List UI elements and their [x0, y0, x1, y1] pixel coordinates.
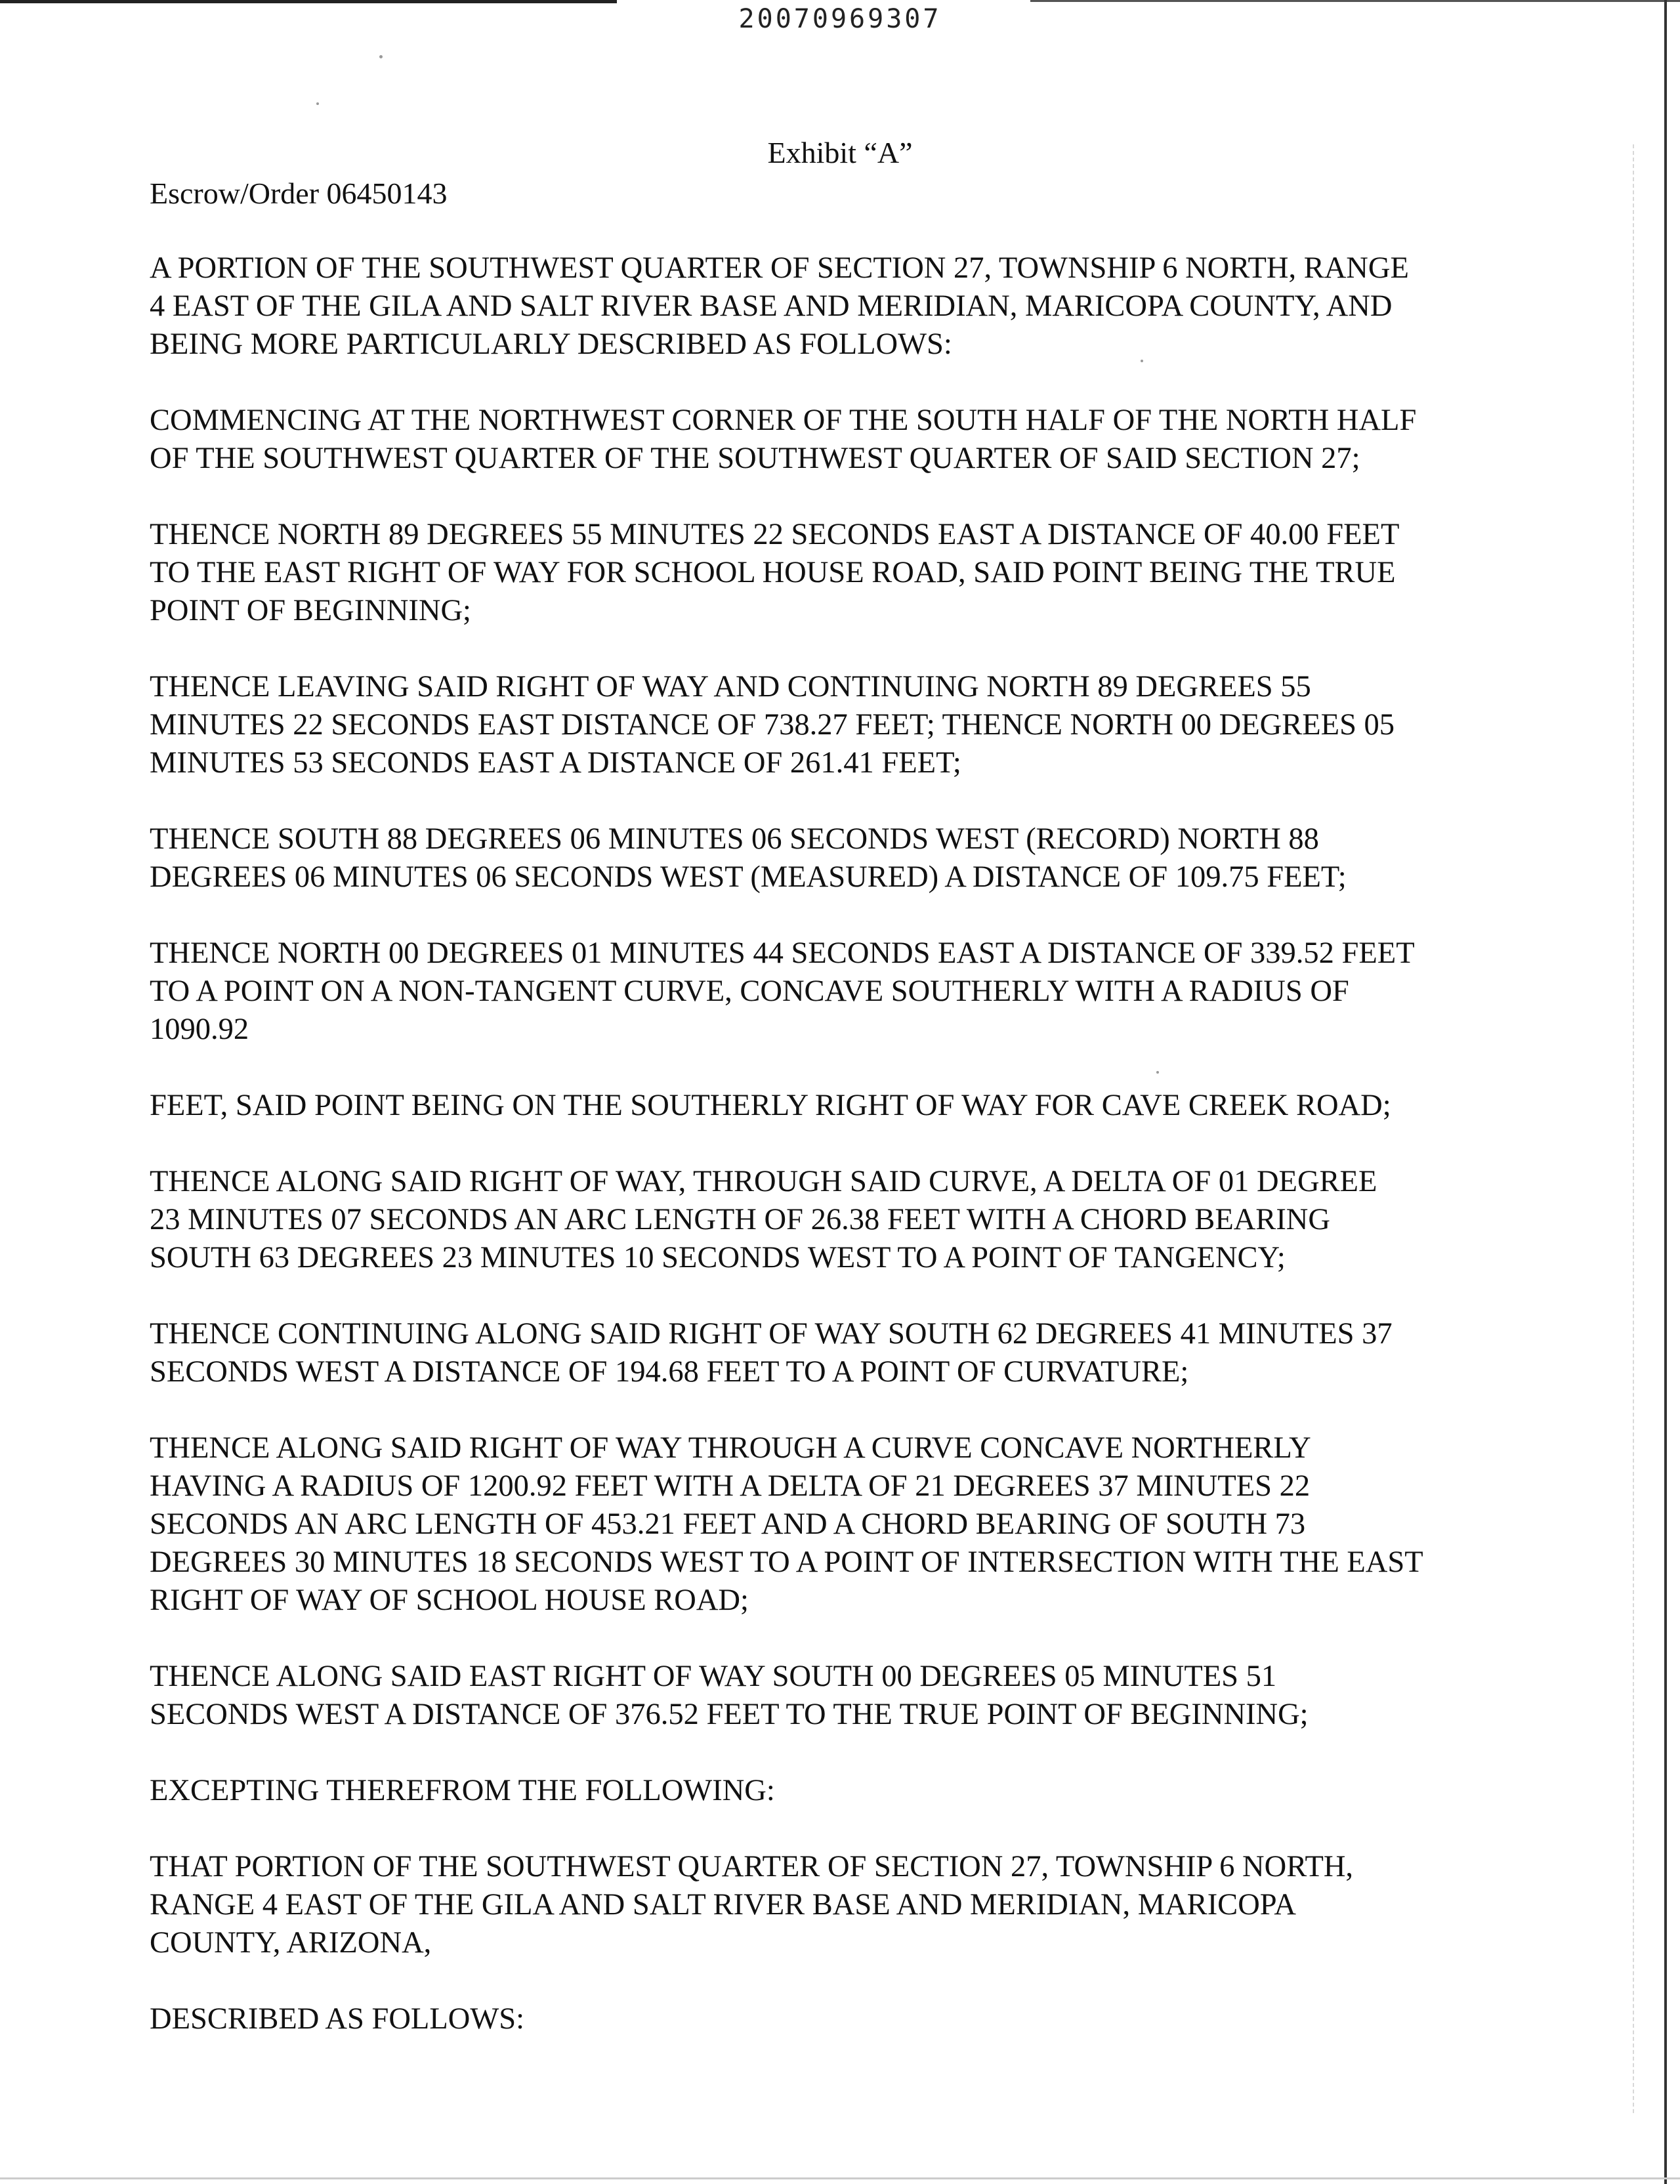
- paragraph-line: SECONDS AN ARC LENGTH OF 453.21 FEET AND A CHORD BEARING OF SOUTH 73: [150, 1507, 1306, 1541]
- paragraph-line: BEING MORE PARTICULARLY DESCRIBED AS FOLLOWS:: [150, 327, 952, 361]
- paragraph-line: SECONDS WEST A DISTANCE OF 194.68 FEET TO A POINT OF CURVATURE;: [150, 1355, 1189, 1389]
- legal-paragraph: [150, 934, 1534, 1049]
- paragraph-line: FEET, SAID POINT BEING ON THE SOUTHERLY RIGHT OF WAY FOR CAVE CREEK ROAD;: [150, 1089, 1391, 1122]
- paragraph-line: THENCE NORTH 89 DEGREES 55 MINUTES 22 SECONDS EAST A DISTANCE OF 40.00 FEET: [150, 518, 1400, 551]
- exhibit-title: Exhibit “A”: [767, 136, 913, 169]
- paragraph-line: THENCE NORTH 00 DEGREES 01 MINUTES 44 SECONDS EAST A DISTANCE OF 339.52 FEET: [150, 936, 1415, 970]
- paragraph-line: THENCE ALONG SAID RIGHT OF WAY, THROUGH SAID CURVE, A DELTA OF 01 DEGREE: [150, 1165, 1377, 1198]
- paragraph-line: THENCE ALONG SAID EAST RIGHT OF WAY SOUTH 00 DEGREES 05 MINUTES 51: [150, 1660, 1277, 1693]
- scan-edge-top-left: [0, 0, 617, 3]
- scan-edge-right-faint: [1633, 144, 1635, 2113]
- paragraph-line: EXCEPTING THEREFROM THE FOLLOWING:: [150, 1774, 775, 1807]
- legal-description: [150, 249, 1534, 2076]
- paragraph-line: SECONDS WEST A DISTANCE OF 376.52 FEET TO THE TRUE POINT OF BEGINNING;: [150, 1698, 1309, 1731]
- paragraph-line: COMMENCING AT THE NORTHWEST CORNER OF THE SOUTH HALF OF THE NORTH HALF: [150, 404, 1417, 437]
- paragraph-line: RANGE 4 EAST OF THE GILA AND SALT RIVER BASE AND MERIDIAN, MARICOPA: [150, 1888, 1296, 1922]
- legal-paragraph: [150, 249, 1534, 364]
- paragraph-line: 4 EAST OF THE GILA AND SALT RIVER BASE AND MERIDIAN, MARICOPA COUNTY, AND: [150, 289, 1393, 323]
- scan-edge-top-right: [1030, 0, 1680, 2]
- legal-paragraph: [150, 1163, 1534, 1277]
- paragraph-line: THENCE LEAVING SAID RIGHT OF WAY AND CONTINUING NORTH 89 DEGREES 55: [150, 670, 1311, 704]
- paragraph-line: THENCE SOUTH 88 DEGREES 06 MINUTES 06 SECONDS WEST (RECORD) NORTH 88: [150, 822, 1319, 856]
- legal-paragraph: [150, 1848, 1534, 1962]
- paragraph-line: 23 MINUTES 07 SECONDS AN ARC LENGTH OF 26.38 FEET WITH A CHORD BEARING: [150, 1203, 1330, 1236]
- paragraph-line: MINUTES 22 SECONDS EAST DISTANCE OF 738.27 FEET; THENCE NORTH 00 DEGREES 05: [150, 708, 1395, 742]
- legal-paragraph: [150, 820, 1534, 896]
- paragraph-line: DEGREES 06 MINUTES 06 SECONDS WEST (MEASURED) A DISTANCE OF 109.75 FEET;: [150, 860, 1347, 894]
- paragraph-line: RIGHT OF WAY OF SCHOOL HOUSE ROAD;: [150, 1584, 749, 1617]
- paragraph-line: DESCRIBED AS FOLLOWS:: [150, 2002, 524, 2036]
- paragraph-line: OF THE SOUTHWEST QUARTER OF THE SOUTHWEST QUARTER OF SAID SECTION 27;: [150, 442, 1360, 475]
- paragraph-line: THENCE CONTINUING ALONG SAID RIGHT OF WAY SOUTH 62 DEGREES 41 MINUTES 37: [150, 1317, 1393, 1351]
- legal-paragraph: [150, 2000, 1534, 2038]
- paragraph-line: TO A POINT ON A NON-TANGENT CURVE, CONCAVE SOUTHERLY WITH A RADIUS OF: [150, 975, 1349, 1008]
- escrow-order-number: Escrow/Order 06450143: [150, 177, 448, 210]
- recording-number: 20070969307: [738, 4, 942, 34]
- scan-edge-right: [1664, 0, 1667, 2184]
- paragraph-line: HAVING A RADIUS OF 1200.92 FEET WITH A DELTA OF 21 DEGREES 37 MINUTES 22: [150, 1469, 1311, 1503]
- paragraph-line: COUNTY, ARIZONA,: [150, 1926, 432, 1960]
- legal-paragraph: [150, 1315, 1534, 1391]
- legal-paragraph: [150, 402, 1534, 478]
- legal-paragraph: [150, 1772, 1534, 1810]
- scan-speck: [379, 55, 383, 58]
- paragraph-line: POINT OF BEGINNING;: [150, 594, 471, 627]
- paragraph-line: A PORTION OF THE SOUTHWEST QUARTER OF SECTION 27, TOWNSHIP 6 NORTH, RANGE: [150, 251, 1409, 285]
- legal-paragraph: [150, 668, 1534, 782]
- legal-paragraph: [150, 1087, 1534, 1125]
- paragraph-line: DEGREES 30 MINUTES 18 SECONDS WEST TO A POINT OF INTERSECTION WITH THE EAST: [150, 1545, 1423, 1579]
- paragraph-line: MINUTES 53 SECONDS EAST A DISTANCE OF 261.41 FEET;: [150, 746, 961, 780]
- legal-paragraph: [150, 1658, 1534, 1734]
- paragraph-line: TO THE EAST RIGHT OF WAY FOR SCHOOL HOUSE ROAD, SAID POINT BEING THE TRUE: [150, 556, 1396, 589]
- legal-paragraph: [150, 1429, 1534, 1620]
- paragraph-line: SOUTH 63 DEGREES 23 MINUTES 10 SECONDS WEST TO A POINT OF TANGENCY;: [150, 1241, 1286, 1274]
- paragraph-line: THENCE ALONG SAID RIGHT OF WAY THROUGH A CURVE CONCAVE NORTHERLY: [150, 1431, 1311, 1465]
- scan-speck: [316, 102, 319, 105]
- paragraph-line: THAT PORTION OF THE SOUTHWEST QUARTER OF SECTION 27, TOWNSHIP 6 NORTH,: [150, 1850, 1354, 1883]
- scan-edge-bottom: [0, 2177, 1680, 2179]
- legal-paragraph: [150, 516, 1534, 630]
- paragraph-line: 1090.92: [150, 1013, 249, 1046]
